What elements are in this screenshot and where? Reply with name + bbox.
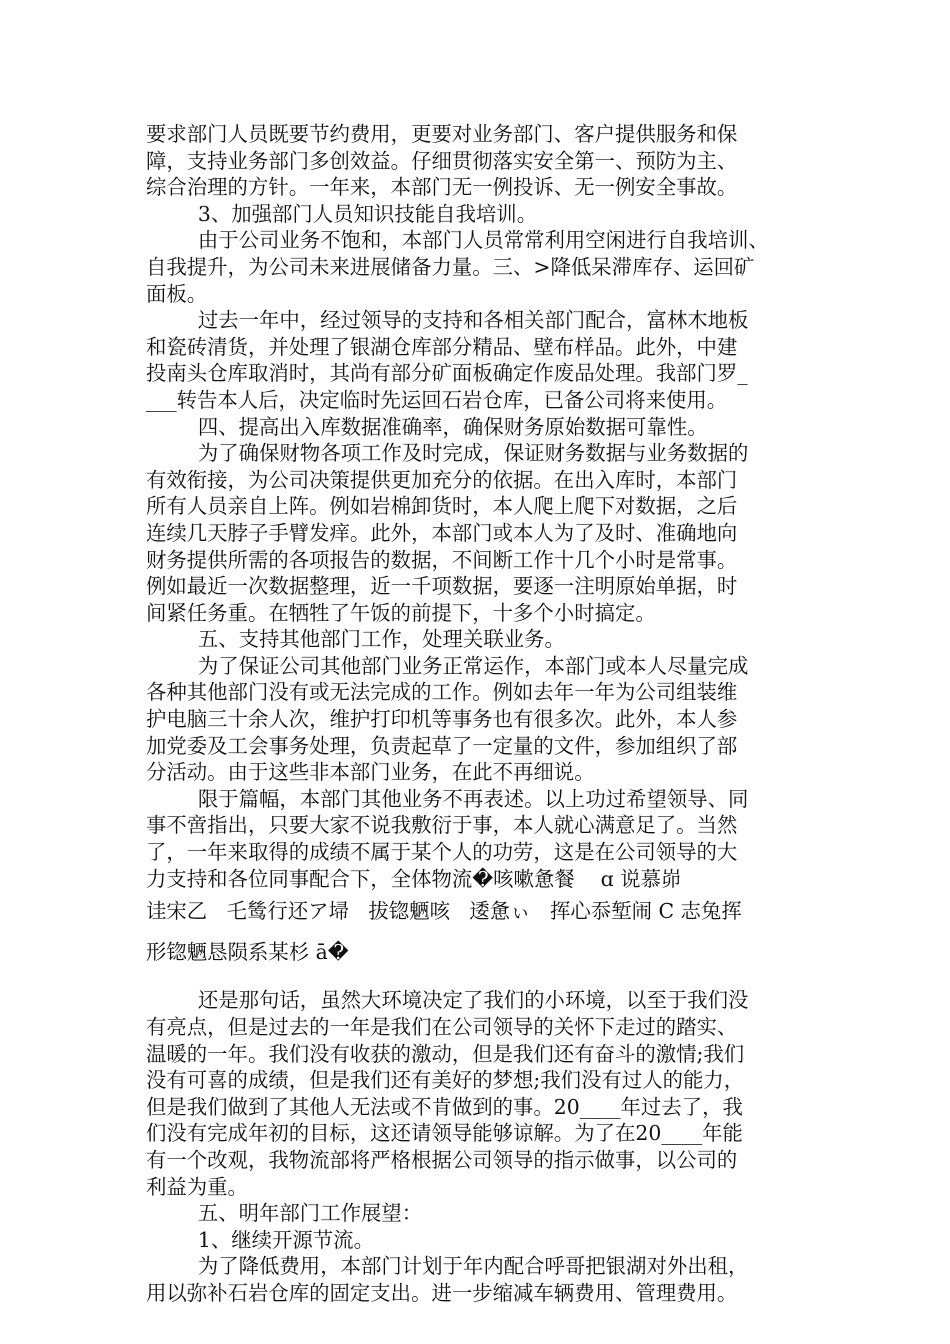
text-line: 要求部门人员既要节约费用，更要对业务部门、客户提供服务和保 [146,122,738,146]
text-line: 例如最近一次数据整理，近一千项数据，要逐一注明原始单据，时 [146,574,738,599]
text-line: 为了保证公司其他部门业务正常运作，本部门或本人尽量完成 [146,653,749,678]
text-line: 投南头仓库取消时，其尚有部分矿面板确定作废品处理。我部门罗_ [146,361,748,386]
text-line: 分活动。由于这些非本部门业务，在此不再细说。 [146,760,595,785]
text-line: 财务提供所需的各项报告的数据，不间断工作十几个小时是常事。 [146,547,738,572]
text-line: 综合治理的方针。一年来，本部门无一例投诉、无一例安全事故。 [146,175,738,200]
text-line: 了，一年来取得的成绩不属于某个人的功劳，这是在公司领导的大 [146,840,738,865]
text-line: 过去一年中，经过领导的支持和各相关部门配合，富林木地板 [146,308,749,333]
text-line: 由于公司业务不饱和，本部门人员常常利用空闲进行自我培训、 [146,228,769,253]
text-line: 温暖的一年。我们没有收获的激动，但是我们还有奋斗的激情;我们 [146,1041,745,1066]
text-line: 有亮点，但是过去的一年是我们在公司领导的关怀下走过的踏实、 [146,1015,738,1039]
text-line: ___转告本人后，决定临时先运回石岩仓库，已备公司将来使用。 [146,387,728,412]
text-line: 护电脑三十余人次，维护打印机等事务也有很多次。此外，本人参 [146,707,738,732]
text-line: 3、加强部门人员知识技能自我培训。 [146,201,538,226]
text-line: 有效衔接，为公司决策提供更加充分的依据。在出入库时，本部门 [146,467,738,492]
text-line: 各种其他部门没有或无法完成的工作。例如去年一年为公司组装维 [146,680,738,705]
text-line: 间紧任务重。在牺牲了午饭的前提下，十多个小时搞定。 [146,600,656,625]
text-line: 加党委及工会事务处理，负责起草了一定量的文件，参加组织了部 [146,733,738,758]
document-body [146,121,808,1307]
text-line: 所有人员亲自上阵。例如岩棉卸货时，本人爬上爬下对数据，之后 [146,494,738,519]
text-line: 五、支持其他部门工作，处理关联业务。 [146,627,565,652]
text-line: 面板。 [146,281,208,306]
text-line: 诖宋乙 乇鸶行还ア埽 拔锪魉咳 逶惫ぃ 挥心忝堑闹 C 志兔挥 [146,899,742,924]
text-line: 障，支持业务部门多创效益。仔细贯彻落实安全第一、预防为主、 [146,148,738,173]
text-line: 还是那句话，虽然大环境决定了我们的小环境，以至于我们没 [146,988,749,1013]
text-line: 四、提高出入库数据准确率，确保财务原始数据可靠性。 [146,414,708,439]
section-heading: 五、明年部门工作展望： [146,1201,423,1226]
text-line: 为了降低费用，本部门计划于年内配合呼哥把银湖对外出租， [146,1254,749,1279]
text-line: 有一个改观，我物流部将严格根据公司领导的指示做事，以公司的 [146,1147,738,1172]
text-line: 但是我们做到了其他人无法或不肯做到的事。20____年过去了，我 [146,1094,743,1119]
text-line: 没有可喜的成绩，但是我们还有美好的梦想;我们没有过人的能力， [146,1068,745,1093]
text-line: 为了确保财物各项工作及时完成，保证财务数据与业务数据的 [146,441,749,466]
text-line: 连续几天脖子手臂发痒。此外，本部门或本人为了及时、准确地向 [146,520,738,545]
subsection-heading: 1、继续开源节流。 [146,1227,374,1252]
garbled-text-line: 形锪魉恳陨系某杉 ā� [146,939,349,964]
text-line: 们没有完成年初的目标，这还请领导能够谅解。为了在20____年能 [146,1121,743,1146]
text-line: 事不啻指出，只要大家不说我敷衍于事，本人就心满意足了。当然 [146,813,738,838]
text-line: 用以弥补石岩仓库的固定支出。进一步缩减车辆费用、管理费用。 [146,1280,738,1305]
text-line: 和瓷砖清货，并处理了银湖仓库部分精品、壁布样品。此外，中建 [146,334,738,359]
text-line: 利益为重。 [146,1174,248,1199]
text-line: 力支持和各位同事配合下，全体物流�咳嗽惫餐 ɑ 说慕峁 [146,866,682,891]
text-line: 限于篇幅，本部门其他业务不再表述。以上功过希望领导、同 [146,786,749,811]
text-line: 自我提升，为公司未来进展储备力量。三、>降低呆滞库存、运回矿 [146,254,755,279]
